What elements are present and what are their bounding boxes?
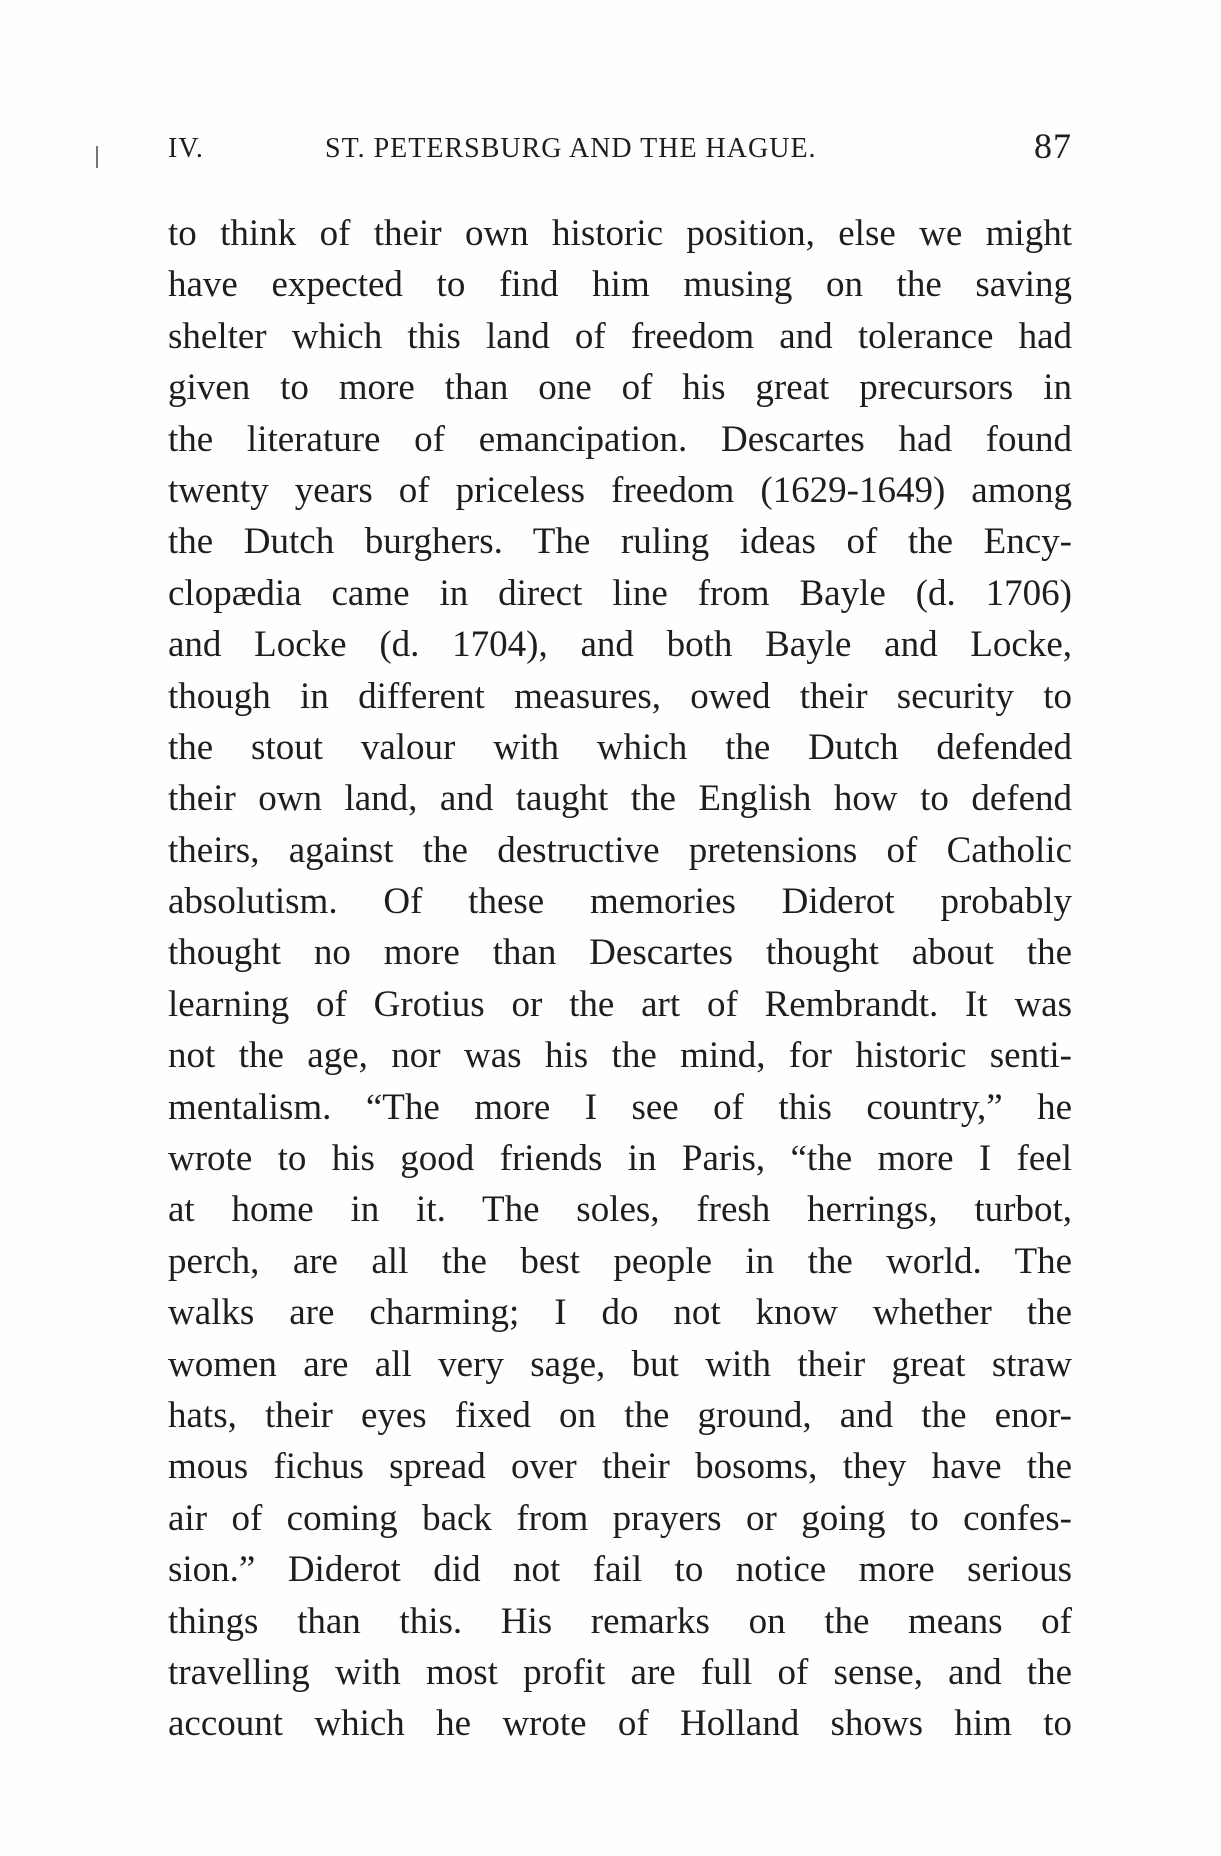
text-line: the literature of emancipation. Descartes had found: [168, 418, 1072, 460]
text-line: walks are charming; I do not know whether the: [168, 1292, 1072, 1334]
text-line: the Dutch burghers. The ruling ideas of the Ency-: [168, 521, 1072, 563]
text-line: at home in it. The soles, fresh herrings, turbot,: [168, 1189, 1072, 1231]
text-line: mous fichus spread over their bosoms, they have the: [168, 1446, 1072, 1488]
text-line: their own land, and taught the English how to defend: [168, 778, 1072, 820]
text-line: perch, are all the best people in the world. The: [168, 1240, 1072, 1282]
text-line: air of coming back from prayers or going to confes-: [168, 1497, 1072, 1539]
text-line: the stout valour with which the Dutch defended: [168, 726, 1072, 768]
text-line: travelling with most profit are full of sense, and the: [168, 1651, 1072, 1693]
chapter-number: IV.: [168, 133, 204, 164]
text-line: hats, their eyes fixed on the ground, and the enor-: [168, 1394, 1072, 1436]
text-line: wrote to his good friends in Paris, “the more I feel: [168, 1138, 1072, 1180]
body-text: [168, 208, 1072, 1750]
text-line: absolutism. Of these memories Diderot probably: [168, 881, 1072, 923]
text-line: thought no more than Descartes thought about the: [168, 932, 1072, 974]
text-line: women are all very sage, but with their great straw: [168, 1343, 1072, 1385]
text-line: not the age, nor was his the mind, for historic senti-: [168, 1035, 1072, 1077]
running-head: [168, 126, 1072, 177]
text-line: shelter which this land of freedom and tolerance had: [168, 315, 1072, 357]
text-line: to think of their own historic position, else we might: [168, 213, 1072, 254]
text-line: twenty years of priceless freedom (1629-1649) among: [168, 469, 1072, 511]
text-line: learning of Grotius or the art of Rembrandt. It was: [168, 983, 1072, 1025]
text-line: and Locke (d. 1704), and both Bayle and Locke,: [168, 624, 1072, 666]
margin-mark: [96, 146, 98, 168]
text-line: mentalism. “The more I see of this country,” he: [168, 1086, 1072, 1128]
text-line: though in different measures, owed their security to: [168, 675, 1072, 717]
text-line: things than this. His remarks on the means of: [168, 1600, 1072, 1642]
text-line: theirs, against the destructive pretensions of Catholic: [168, 829, 1072, 871]
text-line: clopædia came in direct line from Bayle (d. 1706): [168, 572, 1072, 614]
text-line: given to more than one of his great precursors in: [168, 367, 1072, 409]
text-line: account which he wrote of Holland shows him to: [168, 1703, 1072, 1745]
page-number: 87: [1034, 126, 1072, 166]
text-line: sion.” Diderot did not fail to notice more serious: [168, 1549, 1072, 1591]
text-line: have expected to find him musing on the saving: [168, 264, 1072, 306]
running-title: ST. PETERSBURG AND THE HAGUE.: [325, 133, 817, 164]
